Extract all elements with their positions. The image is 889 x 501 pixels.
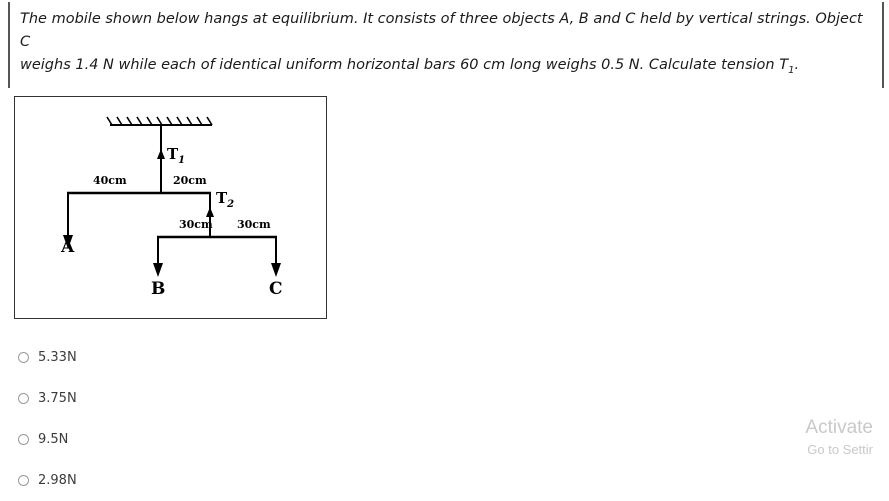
question-line-1: The mobile shown below hangs at equilibrium. It consists of three objects A, B and C held by vertical strings. Object C [20, 11, 863, 50]
option-row[interactable] [18, 419, 418, 460]
watermark-title: Activate [805, 416, 873, 438]
radio-button-icon[interactable] [18, 393, 29, 404]
option-row[interactable] [18, 337, 418, 378]
option-label: 5.33N [38, 350, 77, 365]
option-row[interactable] [18, 460, 418, 501]
radio-button-icon[interactable] [18, 434, 29, 445]
radio-button-icon[interactable] [18, 352, 29, 363]
option-label: 2.98N [38, 473, 77, 488]
dimension-30cm-left: 30cm [179, 218, 213, 231]
radio-button-icon[interactable] [18, 475, 29, 486]
label-object-a: A [61, 237, 75, 257]
dimension-30cm-right: 30cm [237, 218, 271, 231]
label-object-c: C [269, 279, 283, 299]
label-t2: $T_2$ [216, 189, 235, 210]
dimension-40cm: 40cm [93, 174, 127, 187]
option-label: 9.5N [38, 432, 69, 447]
label-object-b: B [151, 279, 166, 299]
watermark-subtitle: Go to Settir [807, 442, 873, 458]
figure-inner [15, 97, 326, 318]
tension-subscript: 1 [788, 64, 795, 76]
question-text [20, 8, 872, 82]
question-line-2: weighs 1.4 N while each of identical uniform horizontal bars 60 cm long weighs 0.5 N. Calculate tension T [20, 57, 789, 73]
question-block [8, 2, 884, 88]
option-label: 3.75N [38, 391, 77, 406]
answer-options [18, 337, 418, 501]
activation-watermark [805, 414, 873, 460]
mobile-diagram-figure [14, 96, 327, 319]
question-line-2-end: . [794, 57, 800, 73]
option-row[interactable] [18, 378, 418, 419]
label-t1: $T_1$ [167, 145, 186, 166]
dimension-20cm: 20cm [173, 174, 207, 187]
